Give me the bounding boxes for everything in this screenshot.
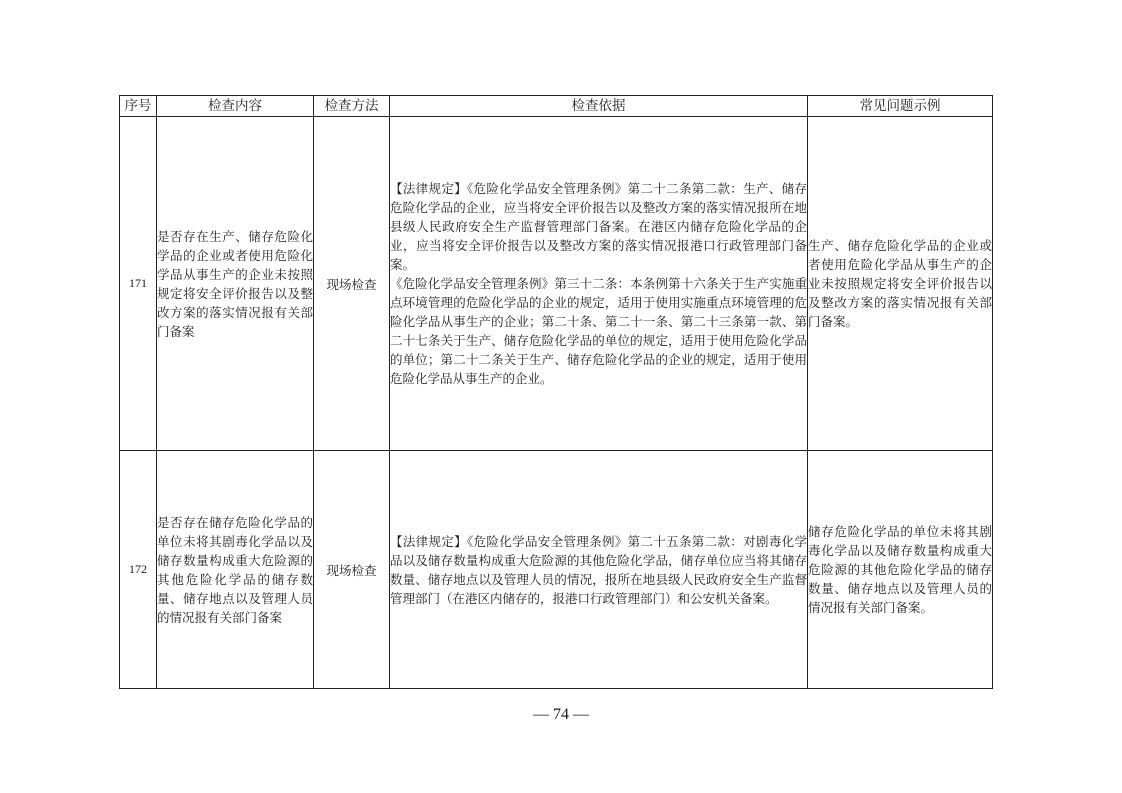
header-inspection-content: 检查内容	[157, 96, 314, 117]
row-problem-example: 储存危险化学品的单位未将其剧毒化学品以及储存数量构成重大危险源的其他危险化学品的储存数量、储存地点以及管理人员的情况报有关部门备案。	[808, 451, 993, 689]
row-inspection-content: 是否存在储存危险化学品的单位未将其剧毒化学品以及储存数量构成重大危险源的其他危险化学品的储存数量、储存地点以及管理人员的情况报有关部门备案	[157, 451, 314, 689]
row-inspection-method: 现场检查	[314, 117, 390, 451]
basis-paragraph: 【法律规定】《危险化学品安全管理条例》第二十二条第二款：生产、储存危险化学品的企业，应当将安全评价报告以及整改方案的落实情况报所在地县级人民政府安全生产监督管理部门备案。在港区内储存危险化学品的企业，应当将安全评价报告以及整改方案的落实情况报港口行政管理部门备案。	[390, 181, 807, 272]
table-row	[120, 451, 993, 689]
row-inspection-content: 是否存在生产、储存危险化学品的企业或者使用危险化学品从事生产的企业未按照规定将安全评价报告以及整改方案的落实情况报有关部门备案	[157, 117, 314, 451]
row-inspection-basis	[390, 451, 808, 689]
basis-paragraph: 《危险化学品安全管理条例》第三十二条：本条例第十六条关于生产实施重点环境管理的危险化学品的企业的规定，适用于使用实施重点环境管理的危险化学品从事生产的企业；第二十条、第二十一条、第二十三条第一款、第二十七条关于生产、储存危险化学品的单位的规定，适用于使用危险化学品的单位；第二十二条关于生产、储存危险化学品的企业的规定，适用于使用危险化学品从事生产的企业。	[390, 276, 807, 386]
basis-paragraph: 【法律规定】《危险化学品安全管理条例》第二十五条第二款：对剧毒化学品以及储存数量构成重大危险源的其他危险化学品，储存单位应当将其储存数量、储存地点以及管理人员的情况，报所在地县级人民政府安全生产监督管理部门（在港区内储存的，报港口行政管理部门）和公安机关备案。	[390, 533, 807, 606]
row-inspection-method: 现场检查	[314, 451, 390, 689]
inspection-table	[119, 95, 993, 689]
header-common-problem-examples: 常见问题示例	[808, 96, 993, 117]
row-inspection-basis	[390, 117, 808, 451]
page-number: — 74 —	[533, 706, 589, 723]
table-row	[120, 117, 993, 451]
row-serial-number: 172	[120, 451, 157, 689]
header-serial-number: 序号	[120, 96, 157, 117]
row-serial-number: 171	[120, 117, 157, 451]
row-problem-example: 生产、储存危险化学品的企业或者使用危险化学品从事生产的企业未按照规定将安全评价报告以及整改方案的落实情况报有关部门备案。	[808, 117, 993, 451]
header-inspection-basis: 检查依据	[390, 96, 808, 117]
header-inspection-method: 检查方法	[314, 96, 390, 117]
table-header-row	[120, 96, 993, 117]
